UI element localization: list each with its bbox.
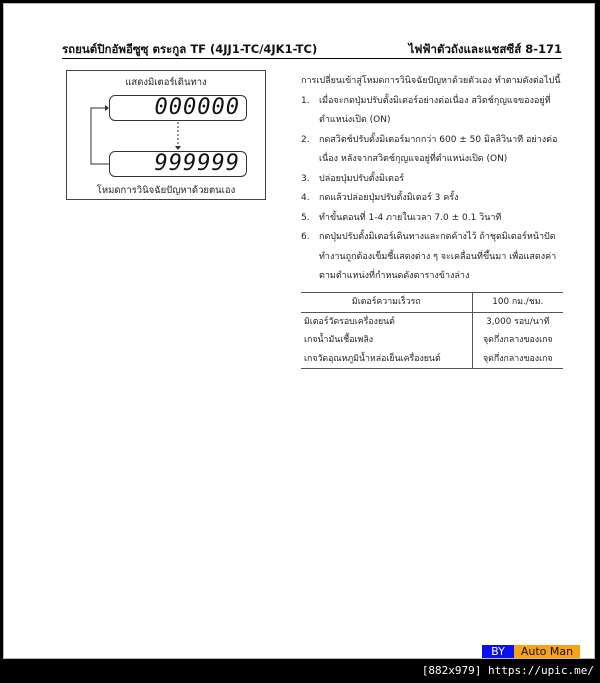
header-section: ไฟฟ้าตัวถังและแชสซีส์ 8-171 [408,42,562,56]
manual-page [3,3,595,659]
step: 5. ทำขั้นตอนที่ 1-4 ภายในเวลา 7.0 ± 0.1 วินาที [301,212,502,223]
table-row: เกจวัดอุณหภูมิน้ำหล่อเย็นเครื่องยนต์ จุดกึ่งกลางของเกจ [301,350,563,369]
step: 4. กดแล้วปล่อยปุ่มปรับตั้งมิเตอร์ 3 ครั้ง [301,193,459,203]
page-header [62,40,562,59]
diagram-top-caption: แสดงมิเตอร์เดินทาง [125,77,207,88]
step: 6. กดปุ่มปรับตั้งมิเตอร์เดินทางและกดค้างไว้ ถ้าชุดมิเตอร์หน้าปัดทำงานถูกต้องเข็มชี้แสดงต่าง ๆ จะเคลื่อนที่ขึ้นมา เพื่อแสดงค่าตามตำแหน่งที่กำหนดดังตารางข้างล่าง [301,232,557,281]
table-row: เกจน้ำมันเชื้อเพลิง จุดกึ่งกลางของเกจ [301,331,563,350]
header-title: รถยนต์ปิกอัพอีซูซุ ตระกูล TF (4JJ1-TC/4JK1-TC) [62,42,318,56]
lcd-display-bottom: 999999 [109,151,247,177]
gauge-table: มิเตอร์ความเร็วรถ 100 กม./ชม. มิเตอร์วัดรอบเครื่องยนต์ 3,000 รอบ/นาที เกจน้ำมันเชื้อเพลิง จุดกึ่งกลางของเกจ เกจวัดอุณหภูมิน้ำหล่อเย็นเครื่องยนต์ จุดกึ่งกลางของเกจ [301,292,563,369]
diagram-bottom-caption: โหมดการวินิจฉัยปัญหาด้วยตนเอง [96,185,236,196]
instructions [301,72,566,287]
step: 2. กดสวิตช์ปรับตั้งมิเตอร์มากกว่า 600 ± 50 มิลลิวินาที อย่างต่อเนื่อง หลังจากสวิตช์กุญแจอยู่ที่ตำแหน่งเปิด (ON) [301,134,558,164]
lcd-display-top: 000000 [109,95,247,121]
watermark-badge: BY Auto Man [482,645,580,658]
image-size-footer: [882x979] https://upic.me/ [421,664,594,677]
step: 1. เมื่อจะกดปุ่มปรับตั้งมิเตอร์อย่างต่อเนื่อง สวิตช์กุญแจของอยู่ที่ตำแหน่งเปิด (ON) [301,95,551,125]
step: 3. ปล่อยปุ่มปรับตั้งมิเตอร์ [301,173,405,184]
table-row: มิเตอร์วัดรอบเครื่องยนต์ 3,000 รอบ/นาที [301,312,563,331]
arrows-icon [67,71,267,201]
odometer-diagram [66,70,266,200]
intro-text: การเปลี่ยนเข้าสู่โหมดการวินิจฉัยปัญหาด้วยตัวเอง ทำตามดังต่อไปนี้ [301,76,561,86]
